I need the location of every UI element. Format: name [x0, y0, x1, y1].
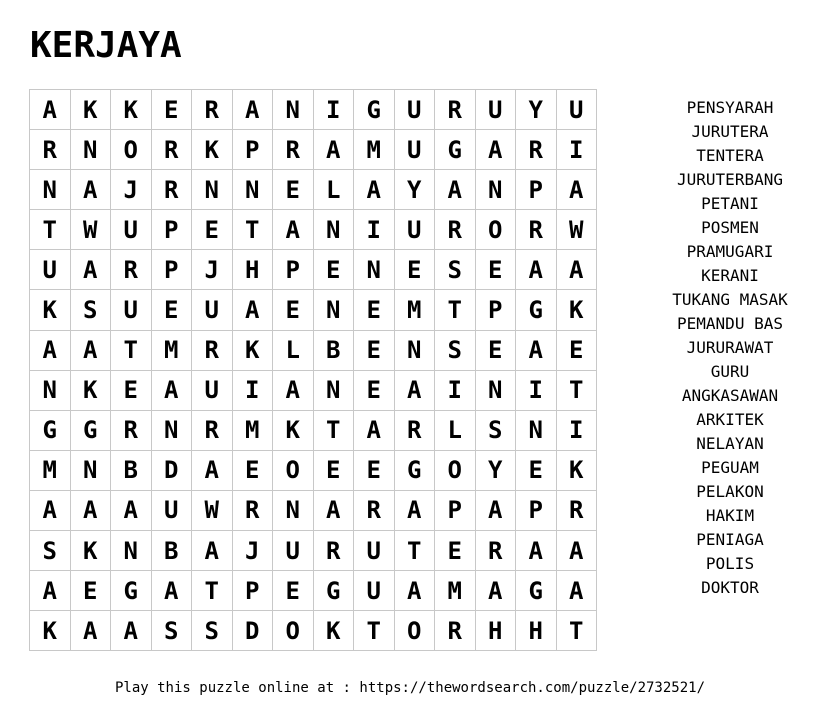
grid-cell[interactable]: N [30, 170, 71, 210]
grid-cell[interactable]: P [475, 290, 516, 330]
grid-cell[interactable]: A [516, 250, 557, 290]
word-list-item: PENSYARAH [686, 98, 774, 117]
grid-cell[interactable]: I [232, 370, 273, 410]
grid-cell[interactable]: N [313, 370, 354, 410]
grid-cell[interactable]: K [30, 290, 71, 330]
grid-cell[interactable]: S [151, 611, 192, 651]
grid-cell[interactable]: G [516, 290, 557, 330]
grid-cell[interactable]: U [475, 90, 516, 130]
grid-cell[interactable]: H [232, 250, 273, 290]
letter-grid [29, 89, 597, 651]
grid-cell[interactable]: E [354, 370, 395, 410]
grid-cell[interactable]: E [273, 290, 314, 330]
grid-cell[interactable]: U [354, 571, 395, 611]
grid-cell[interactable]: H [516, 611, 557, 651]
grid-cell[interactable]: A [394, 370, 435, 410]
grid-cell[interactable]: M [151, 330, 192, 370]
grid-cell[interactable]: A [70, 330, 111, 370]
word-list-item: PEMANDU BAS [677, 314, 783, 333]
grid-cell[interactable]: E [313, 250, 354, 290]
grid-cell[interactable]: R [192, 330, 233, 370]
grid-cell[interactable]: A [273, 210, 314, 250]
grid-cell[interactable]: K [556, 290, 597, 330]
grid-cell[interactable]: I [556, 410, 597, 450]
grid-cell[interactable]: A [516, 330, 557, 370]
grid-cell[interactable]: R [151, 130, 192, 170]
grid-cell[interactable]: T [232, 210, 273, 250]
grid-cell[interactable]: E [435, 531, 476, 571]
grid-cell[interactable]: A [394, 571, 435, 611]
grid-cell[interactable]: G [30, 410, 71, 450]
grid-cell[interactable]: A [435, 170, 476, 210]
grid-cell[interactable]: W [192, 490, 233, 530]
puzzle-title: KERJAYA [30, 25, 182, 66]
grid-cell[interactable]: R [232, 490, 273, 530]
grid-cell[interactable]: L [273, 330, 314, 370]
grid-cell[interactable]: E [475, 250, 516, 290]
grid-cell[interactable]: N [516, 410, 557, 450]
grid-cell[interactable]: N [70, 450, 111, 490]
word-list-item: PENIAGA [696, 530, 764, 549]
grid-cell[interactable]: K [232, 330, 273, 370]
grid-cell[interactable]: T [192, 571, 233, 611]
grid-cell[interactable]: A [354, 410, 395, 450]
grid-cell[interactable]: A [151, 571, 192, 611]
grid-cell[interactable]: N [30, 370, 71, 410]
grid-cell[interactable]: A [394, 490, 435, 530]
grid-cell[interactable]: Y [475, 450, 516, 490]
grid-cell[interactable]: A [556, 531, 597, 571]
word-list-item: JURUTERBANG [677, 170, 783, 189]
grid-cell[interactable]: N [475, 370, 516, 410]
grid-cell[interactable]: U [394, 90, 435, 130]
word-list-item: PELAKON [696, 482, 764, 501]
grid-cell[interactable]: U [273, 531, 314, 571]
grid-cell[interactable]: U [111, 210, 152, 250]
word-list-item: KERANI [701, 266, 759, 285]
grid-cell[interactable]: D [151, 450, 192, 490]
grid-row [30, 130, 597, 170]
grid-cell[interactable]: M [435, 571, 476, 611]
word-list-item: PEGUAM [701, 458, 759, 477]
grid-cell[interactable]: A [30, 490, 71, 530]
grid-cell[interactable]: E [151, 290, 192, 330]
grid-cell[interactable]: U [394, 210, 435, 250]
grid-cell[interactable]: H [475, 611, 516, 651]
word-list-item: TENTERA [696, 146, 764, 165]
grid-cell[interactable]: E [232, 450, 273, 490]
grid-cell[interactable]: U [192, 290, 233, 330]
grid-cell[interactable]: M [232, 410, 273, 450]
grid-cell[interactable]: E [273, 571, 314, 611]
grid-cell[interactable]: N [232, 170, 273, 210]
grid-cell[interactable]: O [111, 130, 152, 170]
grid-cell[interactable]: G [354, 90, 395, 130]
grid-cell[interactable]: G [111, 571, 152, 611]
grid-cell[interactable]: E [475, 330, 516, 370]
word-list-item: POLIS [705, 554, 755, 573]
grid-cell[interactable]: P [516, 490, 557, 530]
grid-cell[interactable]: A [30, 90, 71, 130]
word-list-item: GURU [710, 362, 750, 381]
grid-cell[interactable]: R [30, 130, 71, 170]
grid-cell[interactable]: A [556, 250, 597, 290]
grid-cell[interactable]: N [475, 170, 516, 210]
grid-cell[interactable]: R [516, 130, 557, 170]
grid-cell[interactable]: I [354, 210, 395, 250]
grid-cell[interactable]: P [435, 490, 476, 530]
grid-cell[interactable]: J [192, 250, 233, 290]
grid-cell[interactable]: L [313, 170, 354, 210]
grid-cell[interactable]: R [273, 130, 314, 170]
footer-play-online: Play this puzzle online at : https://thewordsearch.com/puzzle/2732521/ [114, 680, 705, 696]
grid-row [30, 531, 597, 571]
grid-cell[interactable]: E [516, 450, 557, 490]
grid-row [30, 410, 597, 450]
grid-cell[interactable]: S [70, 290, 111, 330]
grid-cell[interactable]: J [111, 170, 152, 210]
grid-cell[interactable]: L [435, 410, 476, 450]
grid-cell[interactable]: Y [394, 170, 435, 210]
grid-cell[interactable]: U [354, 531, 395, 571]
grid-row [30, 450, 597, 490]
grid-cell[interactable]: A [354, 170, 395, 210]
grid-cell[interactable]: W [70, 210, 111, 250]
grid-cell[interactable]: R [111, 410, 152, 450]
word-list-item: PRAMUGARI [686, 242, 774, 261]
grid-row [30, 611, 597, 651]
word-list-item: NELAYAN [696, 434, 764, 453]
grid-cell[interactable]: M [354, 130, 395, 170]
grid-row [30, 330, 597, 370]
word-list [635, 96, 820, 600]
word-list-item: ARKITEK [696, 410, 764, 429]
grid-cell[interactable]: K [273, 410, 314, 450]
grid-cell[interactable]: J [232, 531, 273, 571]
grid-cell[interactable]: I [556, 130, 597, 170]
grid-cell[interactable]: A [475, 571, 516, 611]
grid-cell[interactable]: R [354, 490, 395, 530]
grid-cell[interactable]: A [232, 290, 273, 330]
grid-cell[interactable]: E [354, 450, 395, 490]
grid-cell[interactable]: A [70, 170, 111, 210]
word-list-item: TUKANG MASAK [672, 290, 788, 309]
grid-cell[interactable]: T [30, 210, 71, 250]
grid-cell[interactable]: R [435, 90, 476, 130]
grid-cell[interactable]: A [516, 531, 557, 571]
grid-row [30, 250, 597, 290]
grid-cell[interactable]: N [111, 531, 152, 571]
grid-cell[interactable]: E [192, 210, 233, 250]
grid-cell[interactable]: E [313, 450, 354, 490]
grid-cell[interactable]: G [313, 571, 354, 611]
grid-cell[interactable]: S [435, 250, 476, 290]
grid-cell[interactable]: K [70, 370, 111, 410]
grid-cell[interactable]: O [475, 210, 516, 250]
grid-cell[interactable]: R [151, 170, 192, 210]
grid-cell[interactable]: K [70, 90, 111, 130]
grid-cell[interactable]: M [30, 450, 71, 490]
grid-cell[interactable]: E [111, 370, 152, 410]
grid-cell[interactable]: P [516, 170, 557, 210]
grid-cell[interactable]: A [70, 490, 111, 530]
grid-cell[interactable]: O [273, 611, 314, 651]
grid-cell[interactable]: T [435, 290, 476, 330]
grid-cell[interactable]: I [516, 370, 557, 410]
grid-row [30, 571, 597, 611]
grid-cell[interactable]: O [394, 611, 435, 651]
grid-cell[interactable]: G [516, 571, 557, 611]
grid-cell[interactable]: N [151, 410, 192, 450]
grid-cell[interactable]: B [111, 450, 152, 490]
grid-row [30, 210, 597, 250]
grid-cell[interactable]: A [273, 370, 314, 410]
word-list-item: HAKIM [705, 506, 755, 525]
grid-cell[interactable]: A [232, 90, 273, 130]
grid-cell[interactable]: P [232, 130, 273, 170]
grid-cell[interactable]: N [273, 490, 314, 530]
grid-cell[interactable]: N [273, 90, 314, 130]
grid-cell[interactable]: N [354, 250, 395, 290]
grid-row [30, 290, 597, 330]
grid-cell[interactable]: U [394, 130, 435, 170]
grid-cell[interactable]: R [313, 531, 354, 571]
grid-cell[interactable]: A [30, 330, 71, 370]
grid-cell[interactable]: B [151, 531, 192, 571]
grid-cell[interactable]: S [475, 410, 516, 450]
grid-cell[interactable]: G [394, 450, 435, 490]
grid-cell[interactable]: A [70, 611, 111, 651]
grid-cell[interactable]: K [30, 611, 71, 651]
grid-cell[interactable]: Y [516, 90, 557, 130]
grid-cell[interactable]: A [111, 611, 152, 651]
grid-cell[interactable]: A [151, 370, 192, 410]
grid-cell[interactable]: A [556, 170, 597, 210]
grid-cell[interactable]: U [111, 290, 152, 330]
grid-cell[interactable]: B [313, 330, 354, 370]
grid-cell[interactable]: K [313, 611, 354, 651]
grid-row [30, 490, 597, 530]
grid-cell[interactable]: R [192, 410, 233, 450]
grid-cell[interactable]: A [313, 490, 354, 530]
grid-cell[interactable]: T [313, 410, 354, 450]
grid-cell[interactable]: R [394, 410, 435, 450]
grid-cell[interactable]: U [151, 490, 192, 530]
grid-cell[interactable]: T [354, 611, 395, 651]
grid-cell[interactable]: P [232, 571, 273, 611]
grid-cell[interactable]: K [192, 130, 233, 170]
grid-cell[interactable]: A [192, 531, 233, 571]
grid-cell[interactable]: A [475, 490, 516, 530]
grid-cell[interactable]: R [516, 210, 557, 250]
grid-cell[interactable]: G [70, 410, 111, 450]
grid-cell[interactable]: I [313, 90, 354, 130]
grid-cell[interactable]: N [313, 290, 354, 330]
word-list-item: DOKTOR [701, 578, 759, 597]
grid-row [30, 370, 597, 410]
grid-cell[interactable]: T [556, 611, 597, 651]
grid-cell[interactable]: R [556, 490, 597, 530]
grid-cell[interactable]: K [70, 531, 111, 571]
grid-cell[interactable]: G [435, 130, 476, 170]
grid-cell[interactable]: A [556, 571, 597, 611]
grid-cell[interactable]: R [435, 611, 476, 651]
grid-cell[interactable]: O [273, 450, 314, 490]
grid-cell[interactable]: A [192, 450, 233, 490]
grid-cell[interactable]: W [556, 210, 597, 250]
grid-cell[interactable]: N [192, 170, 233, 210]
word-list-item: PETANI [701, 194, 759, 213]
grid-cell[interactable]: R [192, 90, 233, 130]
grid-cell[interactable]: U [192, 370, 233, 410]
word-list-item: JURUTERA [691, 122, 769, 141]
grid-cell[interactable]: S [30, 531, 71, 571]
grid-cell[interactable]: S [435, 330, 476, 370]
word-list-item: JURURAWAT [686, 338, 774, 357]
grid-row [30, 170, 597, 210]
grid-cell[interactable]: E [70, 571, 111, 611]
grid-cell[interactable]: E [354, 330, 395, 370]
grid-cell[interactable]: A [313, 130, 354, 170]
grid-cell[interactable]: U [556, 90, 597, 130]
grid-cell[interactable]: A [475, 130, 516, 170]
grid-cell[interactable]: D [232, 611, 273, 651]
grid-cell[interactable]: U [30, 250, 71, 290]
word-list-item: POSMEN [701, 218, 759, 237]
grid-cell[interactable]: R [111, 250, 152, 290]
grid-cell[interactable]: O [435, 450, 476, 490]
grid-cell[interactable]: I [435, 370, 476, 410]
grid-cell[interactable]: N [313, 210, 354, 250]
grid-cell[interactable]: P [273, 250, 314, 290]
grid-cell[interactable]: R [475, 531, 516, 571]
grid-cell[interactable]: E [151, 90, 192, 130]
grid-cell[interactable]: E [394, 250, 435, 290]
grid-cell[interactable]: N [394, 330, 435, 370]
grid-cell[interactable]: N [70, 130, 111, 170]
grid-cell[interactable]: M [394, 290, 435, 330]
grid-cell[interactable]: T [394, 531, 435, 571]
grid-cell[interactable]: R [435, 210, 476, 250]
grid-cell[interactable]: A [111, 490, 152, 530]
grid-cell[interactable]: T [111, 330, 152, 370]
grid-cell[interactable]: E [556, 330, 597, 370]
grid-cell[interactable]: T [556, 370, 597, 410]
grid-cell[interactable]: A [70, 250, 111, 290]
grid-cell[interactable]: P [151, 210, 192, 250]
grid-cell[interactable]: P [151, 250, 192, 290]
grid-cell[interactable]: K [111, 90, 152, 130]
grid-cell[interactable]: S [192, 611, 233, 651]
grid-cell[interactable]: E [354, 290, 395, 330]
grid-cell[interactable]: K [556, 450, 597, 490]
grid-cell[interactable]: A [30, 571, 71, 611]
grid-cell[interactable]: E [273, 170, 314, 210]
word-list-item: ANGKASAWAN [681, 386, 779, 405]
grid-row [30, 90, 597, 130]
